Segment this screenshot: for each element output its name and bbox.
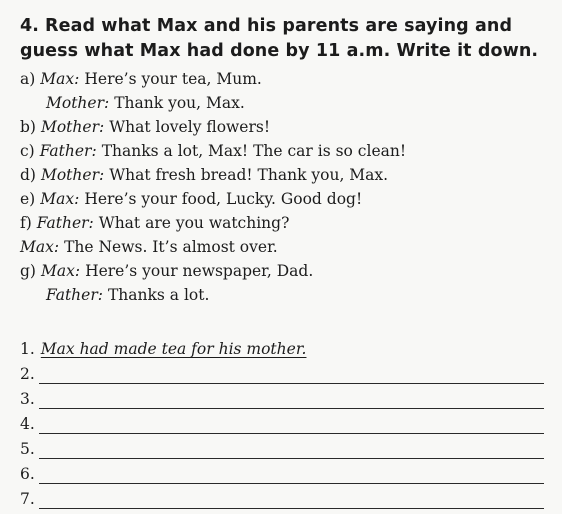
speaker: Mother: <box>46 94 110 112</box>
exercise-heading <box>20 14 560 64</box>
answer-number: 2. <box>20 365 35 383</box>
speaker: Father: <box>36 214 94 232</box>
answer-row-1 <box>20 334 544 359</box>
exercise-number: 4. <box>20 16 40 36</box>
dialogue-list <box>20 67 560 307</box>
item-letter: g) <box>20 262 36 280</box>
speaker: Max: <box>40 70 80 88</box>
item-letter: c) <box>20 142 35 160</box>
dialogue-line-g <box>20 259 560 283</box>
item-letter: b) <box>20 118 36 136</box>
dialogue-line-a <box>20 67 560 91</box>
answer-row-6 <box>20 459 544 484</box>
speaker: Max: <box>20 238 60 256</box>
dialogue-line-e <box>20 187 560 211</box>
answer-blank[interactable] <box>39 388 544 409</box>
utterance: Thank you, Max. <box>114 94 245 112</box>
dialogue-line-d <box>20 163 560 187</box>
speaker: Father: <box>46 286 103 304</box>
utterance: What lovely flowers! <box>109 118 271 136</box>
utterance: Thanks a lot, Max! The car is so clean! <box>101 142 407 160</box>
speaker: Max: <box>40 262 81 280</box>
utterance: Here’s your food, Lucky. Good dog! <box>84 190 363 208</box>
utterance: What fresh bread! Thank you, Max. <box>109 166 389 184</box>
answer-number: 6. <box>20 465 35 483</box>
answer-number: 1. <box>20 340 35 358</box>
speaker: Mother: <box>40 118 105 136</box>
answer-row-4 <box>20 409 544 434</box>
item-letter: a) <box>20 70 36 88</box>
answer-blank[interactable] <box>39 413 544 434</box>
answer-number: 7. <box>20 490 35 508</box>
exercise-instruction: Read what Max and his parents are saying and guess what Max had done by 11 a.m. Write it down. <box>20 16 539 61</box>
answer-blank[interactable] <box>39 488 544 509</box>
utterance: Here’s your tea, Mum. <box>84 70 262 88</box>
answer-number: 5. <box>20 440 35 458</box>
item-letter: e) <box>20 190 36 208</box>
utterance: Thanks a lot. <box>107 286 210 304</box>
utterance: What are you watching? <box>98 214 290 232</box>
dialogue-line-g-reply <box>20 283 560 307</box>
answer-row-5 <box>20 434 544 459</box>
speaker: Max: <box>40 190 80 208</box>
answer-row-2 <box>20 359 544 384</box>
answer-row-7 <box>20 484 544 509</box>
answer-list <box>20 334 544 509</box>
utterance: The News. It’s almost over. <box>64 238 278 256</box>
answer-blank[interactable] <box>39 363 544 384</box>
dialogue-line-a-reply <box>20 91 560 115</box>
utterance: Here’s your newspaper, Dad. <box>85 262 314 280</box>
dialogue-line-b <box>20 115 560 139</box>
speaker: Father: <box>39 142 97 160</box>
speaker: Mother: <box>40 166 105 184</box>
answer-number: 3. <box>20 390 35 408</box>
dialogue-line-f <box>20 211 560 235</box>
item-letter: f) <box>20 214 32 232</box>
dialogue-line-c <box>20 139 560 163</box>
answer-blank[interactable] <box>39 463 544 484</box>
answer-example: Max had made tea for his mother. <box>40 340 307 358</box>
dialogue-line-f-reply <box>20 235 560 259</box>
answer-number: 4. <box>20 415 35 433</box>
answer-blank[interactable] <box>39 438 544 459</box>
answer-row-3 <box>20 384 544 409</box>
item-letter: d) <box>20 166 36 184</box>
